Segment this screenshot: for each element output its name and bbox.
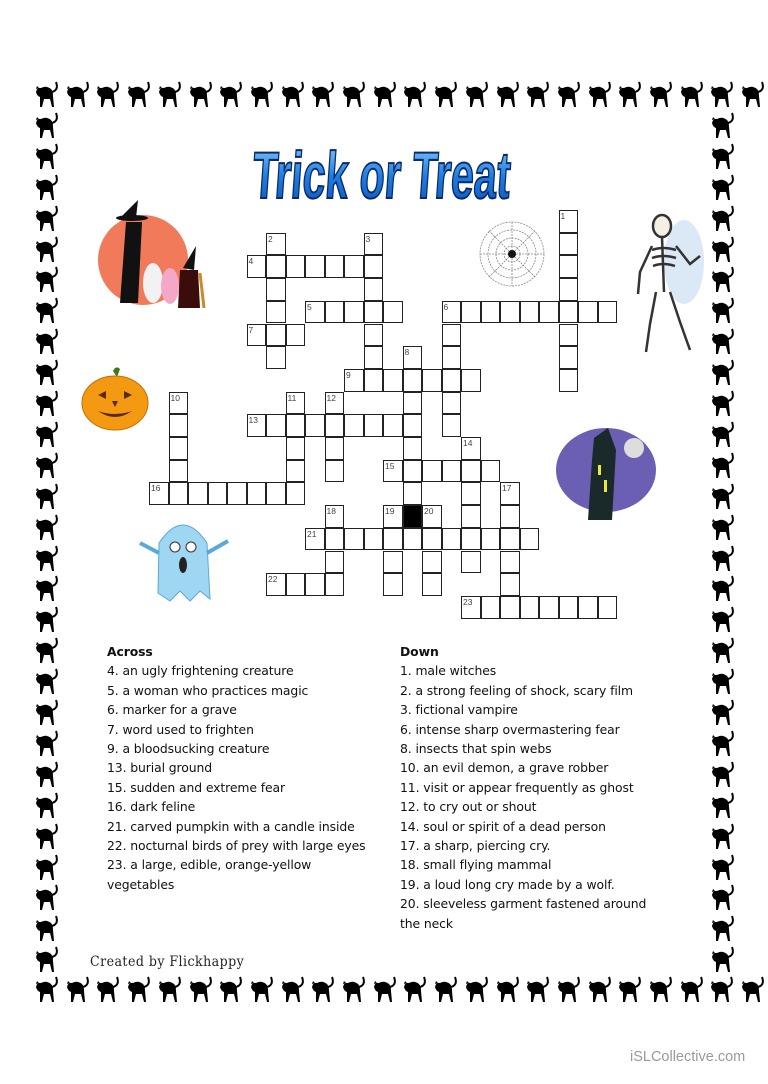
skeleton-illustration [632,212,707,362]
black-cat-icon [93,80,123,110]
grid-cell[interactable] [403,414,423,437]
clue-number: 1 [560,211,566,221]
grid-cell[interactable] [403,460,423,483]
black-cat-icon [585,80,615,110]
black-cat-icon [32,389,62,419]
black-cat-icon [493,80,523,110]
black-cat-icon [708,914,738,944]
grid-cell[interactable] [383,528,403,551]
grid-cell[interactable] [461,551,481,574]
grid-cell[interactable] [403,482,423,505]
grid-cell[interactable] [266,346,286,369]
grid-cell[interactable] [305,573,325,596]
grid-cell[interactable] [266,255,286,278]
clue-item: 22. nocturnal birds of prey with large eyes [107,838,366,854]
black-cat-icon [32,111,62,141]
grid-cell[interactable] [266,324,286,347]
grid-cell[interactable] [461,505,481,528]
black-cat-icon [32,791,62,821]
black-cat-icon [32,451,62,481]
black-cat-icon [32,914,62,944]
black-cat-icon [677,80,707,110]
grid-cell[interactable] [364,369,384,392]
grid-cell[interactable] [559,301,579,324]
black-cat-icon [708,574,738,604]
black-cat-icon [523,80,553,110]
grid-cell[interactable] [266,482,286,505]
grid-cell[interactable] [598,301,618,324]
black-cat-icon [708,173,738,203]
grid-cell[interactable] [520,528,540,551]
black-cat-icon [32,482,62,512]
grid-cell[interactable] [305,255,325,278]
black-cat-icon [308,975,338,1005]
black-cat-icon [708,358,738,388]
black-cat-icon [708,544,738,574]
clue-item: 14. soul or spirit of a dead person [400,818,606,834]
title-text: Trick or Treat [250,139,670,213]
grid-cell[interactable] [422,551,442,574]
clue-item: 7. word used to frighten [107,721,254,737]
grid-cell[interactable] [481,596,501,619]
grid-cell[interactable] [344,414,364,437]
black-cat-icon [32,667,62,697]
black-cat-icon [677,975,707,1005]
grid-cell[interactable] [442,414,462,437]
black-cat-icon [124,80,154,110]
grid-cell[interactable] [266,414,286,437]
grid-cell[interactable] [325,414,345,437]
grid-cell[interactable] [559,255,579,278]
clue-item: 6. intense sharp overmastering fear [400,721,620,737]
black-cat-icon [646,80,676,110]
black-cat-icon [708,513,738,543]
clue-item: 1. male witches [400,663,497,679]
grid-cell[interactable] [500,301,520,324]
black-cat-icon [708,111,738,141]
black-cat-icon [186,80,216,110]
black-cat-icon [708,791,738,821]
black-cat-icon [554,975,584,1005]
black-cat-icon [708,760,738,790]
black-cat-icon [32,173,62,203]
black-cat-icon [370,80,400,110]
clue-item: 23. a large, edible, orange-yellow [107,857,312,873]
grid-cell[interactable] [461,460,481,483]
black-cat-icon [708,296,738,326]
black-cat-icon [708,420,738,450]
grid-cell[interactable] [383,414,403,437]
grid-cell[interactable] [422,528,442,551]
grid-cell[interactable] [169,437,189,460]
clue-number: 17 [502,483,512,494]
grid-cell[interactable] [500,573,520,596]
black-cat-icon [32,574,62,604]
black-cat-icon [738,80,768,110]
title-logo [250,128,670,218]
haunted-house-illustration [556,420,662,525]
black-cat-icon [646,975,676,1005]
black-cat-icon [708,327,738,357]
black-cat-icon [431,80,461,110]
grid-cell[interactable] [188,482,208,505]
black-cat-icon [462,975,492,1005]
grid-cell[interactable] [364,324,384,347]
clue-number: 13 [248,415,258,426]
grid-cell[interactable] [403,392,423,415]
clue-item: 4. an ugly frightening creature [107,663,294,679]
black-cat-icon [708,945,738,975]
clue-number: 3 [365,233,371,244]
across-clues [107,642,366,894]
grid-cell[interactable] [461,369,481,392]
black-cat-icon [32,265,62,295]
black-cat-icon [708,451,738,481]
grid-cell[interactable] [578,301,598,324]
grid-cell[interactable] [598,596,618,619]
grid-cell[interactable] [442,528,462,551]
grid-cell[interactable] [266,278,286,301]
grid-cell[interactable] [344,255,364,278]
grid-cell[interactable] [539,596,559,619]
black-cat-icon [708,883,738,913]
grid-cell[interactable] [559,596,579,619]
grid-cell[interactable] [364,301,384,324]
credit-text: Created by Flickhappy [90,954,245,970]
clue-number: 7 [248,324,254,335]
grid-cell[interactable] [442,369,462,392]
grid-cell[interactable] [383,573,403,596]
black-cat-icon [339,80,369,110]
grid-cell[interactable] [325,301,345,324]
black-cat-icon [278,80,308,110]
clue-number: 6 [443,301,449,312]
ghost-illustration [134,513,232,603]
black-cat-icon [523,975,553,1005]
black-cat-icon [32,729,62,759]
black-cat-icon [32,235,62,265]
black-cat-icon [370,975,400,1005]
black-cat-icon [708,822,738,852]
clue-number: 14 [463,438,473,448]
grid-cell[interactable] [325,528,345,551]
clue-item: 16. dark feline [107,799,196,815]
black-cat-icon [63,975,93,1005]
grid-cell[interactable] [422,573,442,596]
black-cat-icon [124,975,154,1005]
grid-cell[interactable] [364,278,384,301]
grid-cell[interactable] [461,528,481,551]
jack-o-lantern-icon [80,365,150,431]
clue-item: 6. marker for a grave [107,702,237,718]
grid-cell[interactable] [442,392,462,415]
grid-cell[interactable] [286,437,306,460]
grid-cell[interactable] [286,324,306,347]
black-cat-icon [708,729,738,759]
black-cat-icon [585,975,615,1005]
grid-cell[interactable] [559,233,579,256]
grid-cell[interactable] [286,482,306,505]
black-cat-icon [32,698,62,728]
grid-cell[interactable] [461,301,481,324]
clue-item: 5. a woman who practices magic [107,682,309,698]
clue-number: 11 [287,392,297,403]
clue-number: 22 [268,574,278,585]
black-cat-icon [32,945,62,975]
grid-cell[interactable] [500,528,520,551]
grid-cell[interactable] [169,414,189,437]
clue-number: 21 [307,528,317,539]
black-cat-icon [462,80,492,110]
grid-cell[interactable] [344,301,364,324]
grid-cell[interactable] [520,596,540,619]
black-cat-icon [708,235,738,265]
black-cat-icon [32,327,62,357]
grid-cell[interactable] [442,324,462,347]
clue-item: 21. carved pumpkin with a candle inside [107,818,355,834]
black-cat-icon [32,420,62,450]
black-cat-icon [32,358,62,388]
clue-item: 10. an evil demon, a grave robber [400,760,609,776]
grid-cell[interactable] [403,369,423,392]
black-cat-icon [186,975,216,1005]
grid-cell[interactable] [208,482,228,505]
grid-cell[interactable] [539,301,559,324]
black-cat-icon [339,975,369,1005]
grid-cell[interactable] [364,255,384,278]
grid-cell[interactable] [286,414,306,437]
across-heading: Across [107,644,153,659]
black-cat-icon [32,883,62,913]
clue-number: 20 [424,506,434,517]
clue-number: 12 [326,392,336,403]
black-cat-icon [32,760,62,790]
clue-item: 8. insects that spin webs [400,741,552,757]
clue-item: 15. sudden and extreme fear [107,779,285,795]
grid-cell[interactable] [227,482,247,505]
black-cat-icon [32,822,62,852]
clue-number: 19 [385,506,395,517]
black-cat-icon [32,204,62,234]
clue-item: 2. a strong feeling of shock, scary film [400,682,633,698]
black-cat-icon [247,975,277,1005]
black-cat-icon [32,544,62,574]
clue-number: 9 [346,369,351,380]
black-cat-icon [308,80,338,110]
black-cat-icon [278,975,308,1005]
grid-cell[interactable] [403,437,423,460]
grid-cell[interactable] [286,573,306,596]
black-cat-icon [216,975,246,1005]
clue-item: 17. a sharp, piercing cry. [400,838,551,854]
grid-cell[interactable] [266,301,286,324]
black-cat-icon [32,142,62,172]
spider-web-icon [478,220,546,288]
grid-cell[interactable] [286,460,306,483]
black-cell [403,505,423,528]
black-cat-icon [707,80,737,110]
grid-cell[interactable] [325,460,345,483]
watermark: iSLCollective.com [630,1049,746,1065]
grid-cell[interactable] [442,460,462,483]
down-clues [400,642,646,933]
clue-number: 16 [151,483,161,494]
grid-cell[interactable] [325,255,345,278]
black-cat-icon [63,80,93,110]
black-cat-icon [32,80,62,110]
black-cat-icon [155,80,185,110]
black-cat-icon [493,975,523,1005]
clue-number: 10 [170,392,180,403]
grid-cell[interactable] [383,301,403,324]
grid-cell[interactable] [403,528,423,551]
black-cat-icon [707,975,737,1005]
black-cat-icon [554,80,584,110]
black-cat-icon [708,636,738,666]
grid-cell[interactable] [364,414,384,437]
clue-item: 12. to cry out or shout [400,799,537,815]
black-cat-icon [155,975,185,1005]
clue-number: 2 [268,233,273,244]
grid-cell[interactable] [559,346,579,369]
grid-cell[interactable] [364,528,384,551]
grid-cell[interactable] [481,528,501,551]
black-cat-icon [708,389,738,419]
grid-cell[interactable] [169,482,189,505]
grid-cell[interactable] [500,596,520,619]
clue-item: 9. a bloodsucking creature [107,741,270,757]
witch-trick-or-treat-illustration [98,198,208,313]
grid-cell[interactable] [461,482,481,505]
clue-item: the neck [400,915,453,931]
black-cat-icon [216,80,246,110]
clue-item: 20. sleeveless garment fastened around [400,896,647,912]
clue-number: 8 [404,347,410,358]
grid-cell[interactable] [383,369,403,392]
grid-cell[interactable] [520,301,540,324]
grid-cell[interactable] [500,551,520,574]
black-cat-icon [615,975,645,1005]
clue-number: 4 [248,256,254,267]
black-cat-icon [32,853,62,883]
black-cat-icon [708,142,738,172]
grid-cell[interactable] [247,482,267,505]
clue-item: 11. visit or appear frequently as ghost [400,779,634,795]
grid-cell[interactable] [383,551,403,574]
black-cat-icon [32,605,62,635]
clue-item: 13. burial ground [107,760,213,776]
black-cat-icon [32,513,62,543]
black-cat-icon [708,204,738,234]
black-cat-icon [708,667,738,697]
black-cat-icon [738,975,768,1005]
black-cat-icon [708,482,738,512]
black-cat-icon [708,265,738,295]
black-cat-icon [615,80,645,110]
clue-number: 23 [463,596,473,607]
black-cat-icon [247,80,277,110]
grid-cell[interactable] [286,255,306,278]
black-cat-icon [708,698,738,728]
grid-cell[interactable] [559,278,579,301]
grid-cell[interactable] [481,301,501,324]
grid-cell[interactable] [325,573,345,596]
grid-cell[interactable] [559,369,579,392]
black-cat-icon [32,636,62,666]
clue-item: 3. fictional vampire [400,702,518,718]
clue-number: 5 [307,301,312,312]
grid-cell[interactable] [364,346,384,369]
grid-cell[interactable] [169,460,189,483]
clue-number: 18 [326,506,336,517]
black-cat-icon [400,975,430,1005]
black-cat-icon [708,853,738,883]
grid-cell[interactable] [442,346,462,369]
black-cat-icon [708,605,738,635]
grid-cell[interactable] [344,528,364,551]
black-cat-icon [400,80,430,110]
grid-cell[interactable] [325,551,345,574]
clue-item: 18. small flying mammal [400,857,552,873]
grid-cell[interactable] [578,596,598,619]
grid-cell[interactable] [325,437,345,460]
grid-cell[interactable] [422,460,442,483]
grid-cell[interactable] [422,369,442,392]
grid-cell[interactable] [481,460,501,483]
clue-number: 15 [385,460,395,471]
black-cat-icon [93,975,123,1005]
down-heading: Down [400,644,439,659]
grid-cell[interactable] [305,414,325,437]
grid-cell[interactable] [559,324,579,347]
black-cat-icon [32,975,62,1005]
black-cat-icon [431,975,461,1005]
grid-cell[interactable] [500,505,520,528]
black-cat-icon [32,296,62,326]
clue-item: vegetables [107,876,175,892]
clue-item: 19. a loud long cry made by a wolf. [400,876,615,892]
